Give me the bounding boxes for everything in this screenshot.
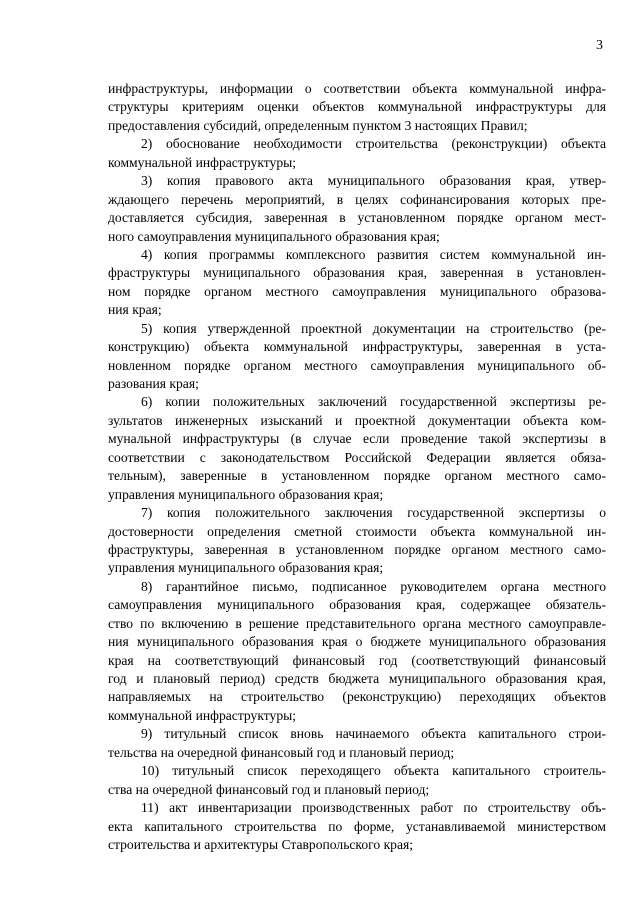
paragraph-first-line: 11) акт инвентаризации производственных работ по строительству объ- bbox=[141, 800, 606, 816]
text-line: коммунальной инфраструктуры; bbox=[108, 707, 297, 723]
text-line: ном порядке органом местного самоуправления муниципального образова- bbox=[108, 283, 606, 299]
text-line: тельства на очередной финансовый год и плановый период; bbox=[108, 744, 455, 760]
paragraph-first-line: 7) копия положительного заключения государственной экспертизы о bbox=[141, 505, 606, 521]
text-line: достоверности определения сметной стоимости объекта коммунальной ин- bbox=[108, 523, 606, 539]
text-line: зультатов инженерных изысканий и проектной документации объекта ком- bbox=[108, 412, 606, 428]
paragraph-first-line: 3) копия правового акта муниципального образования края, утвер- bbox=[141, 173, 606, 189]
text-line: инфраструктуры, информации о соответствии объекта коммунальной инфра- bbox=[108, 81, 606, 96]
paragraph-first-line: 5) копия утвержденной проектной документации на строительство (ре- bbox=[141, 320, 606, 336]
page-number: 3 bbox=[596, 38, 603, 53]
text-line: структуры критериям оценки объектов коммунальной инфраструктуры для bbox=[108, 99, 606, 115]
text-line: екта капитального строительства по форме, устанавливаемой министерством bbox=[108, 818, 606, 834]
text-line: ния муниципального образования края о бюджете муниципального образования bbox=[108, 634, 606, 650]
text-line: год и плановый период) средств бюджета муниципального образования края, bbox=[108, 671, 606, 686]
text-line: новленном порядке органом местного самоуправления муниципального об- bbox=[108, 357, 606, 373]
text-line: ждающего перечень мероприятий, в целях софинансирования которых пре- bbox=[108, 191, 606, 207]
text-line: самоуправления муниципального образования края, содержащее обязатель- bbox=[108, 597, 606, 613]
text-line: мунальной инфраструктуры (в случае если проведение такой экспертизы в bbox=[108, 431, 606, 447]
text-line: соответствии с законодательством Российской Федерации является обяза- bbox=[108, 449, 606, 465]
paragraph-first-line: 2) обоснование необходимости строительства (реконструкции) объекта bbox=[141, 136, 606, 152]
text-line: предоставления субсидий, определенным пунктом 3 настоящих Правил; bbox=[108, 117, 528, 133]
text-line: края на соответствующий финансовый год (соответствующий финансовый bbox=[108, 652, 606, 668]
text-line: фраструктуры муниципального образования края, заверенная в установлен- bbox=[108, 265, 606, 281]
text-line: разования края; bbox=[108, 376, 199, 391]
text-line: тельным), заверенные в установленном порядке органом местного само- bbox=[108, 468, 606, 484]
paragraph-first-line: 8) гарантийное письмо, подписанное руководителем органа местного bbox=[141, 578, 606, 594]
text-line: доставляется субсидия, заверенная в установленном порядке органом мест- bbox=[108, 210, 606, 226]
paragraph-first-line: 4) копия программы комплексного развития систем коммунальной ин- bbox=[141, 246, 606, 262]
text-line: коммунальной инфраструктуры; bbox=[108, 154, 297, 170]
text-line: управления муниципального образования края; bbox=[108, 560, 384, 576]
body-text bbox=[108, 80, 606, 854]
text-line: фраструктуры, заверенная в установленном порядке органом местного само- bbox=[108, 541, 606, 557]
paragraph-first-line: 10) титульный список переходящего объекта капитального строитель- bbox=[141, 763, 606, 779]
text-line: конструкцию) объекта коммунальной инфраструктуры, заверенная в уста- bbox=[108, 339, 606, 355]
text-line: направляемых на строительство (реконструкцию) переходящих объектов bbox=[108, 689, 606, 705]
paragraph-first-line: 6) копии положительных заключений государственной экспертизы ре- bbox=[141, 394, 606, 410]
text-line: ного самоуправления муниципального образования края; bbox=[108, 228, 440, 244]
text-line: ство по включению в решение представительного органа местного самоуправле- bbox=[108, 615, 606, 631]
text-line: ства на очередной финансовый год и плановый период; bbox=[108, 781, 430, 797]
text-line: строительства и архитектуры Ставропольского края; bbox=[108, 836, 414, 852]
text-line: управления муниципального образования края; bbox=[108, 486, 384, 502]
text-line: ния края; bbox=[108, 302, 162, 318]
paragraph-first-line: 9) титульный список вновь начинаемого объекта капитального строи- bbox=[141, 726, 606, 742]
